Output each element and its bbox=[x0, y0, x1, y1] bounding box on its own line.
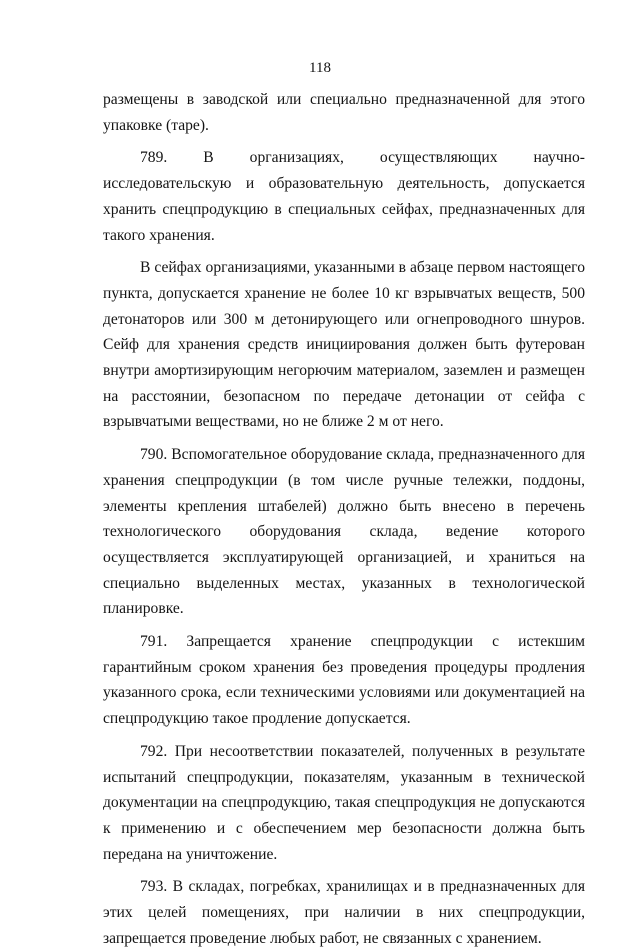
page-number: 118 bbox=[309, 60, 331, 76]
paragraph-792: 792. При несоответствии показателей, полученных в результате испытаний спецпродукции, показателям, указанным в технической документации на спецпродукцию, такая спецпродукция не допускаются к применению и с обеспечением мер безопасности должна быть передана на уничтожение. bbox=[103, 742, 585, 863]
paragraph-789: 789. В организациях, осуществляющих научно-исследовательскую и образовательную деятельность, допускается хранить спецпродукцию в специальных сейфах, предназначенных для такого хранения. bbox=[103, 149, 585, 244]
paragraph-793: 793. В складах, погребках, хранилищах и в предназначенных для этих целей помещениях, при наличии в них спецпродукции, запрещается проведение любых работ, не связанных с хранением. bbox=[103, 878, 585, 947]
paragraph-789-safes: В сейфах организациями, указанными в абзаце первом настоящего пункта, допускается хранение не более 10 кг взрывчатых веществ, 500 детонаторов или 300 м детонирующего или огнепроводного шнуров. Сейф для хранения средств инициирования должен быть футерован внутри амортизирующим негорючим материалом, заземлен и размещен на расстоянии, безопасном по передаче детонации от сейфа с взрывчатыми веществами, но не ближе 2 м от него. bbox=[103, 259, 585, 431]
paragraph-790: 790. Вспомогательное оборудование склада, предназначенного для хранения спецпродукции (в том числе ручные тележки, поддоны, элементы крепления штабелей) должно быть внесено в перечень технологического оборудования склада, ведение которого осуществляется эксплуатирующей организацией, и храниться на специально выделенных местах, указанных в технологической планировке. bbox=[103, 446, 585, 618]
paragraph-791: 791. Запрещается хранение спецпродукции с истекшим гарантийным сроком хранения без проведения процедуры продления указанного срока, если техническими условиями или документацией на спецпродукцию такое продление допускается. bbox=[103, 633, 585, 728]
paragraph-continuation: размещены в заводской или специально предназначенной для этого упаковке (таре). bbox=[103, 91, 585, 134]
document-body bbox=[103, 87, 585, 952]
